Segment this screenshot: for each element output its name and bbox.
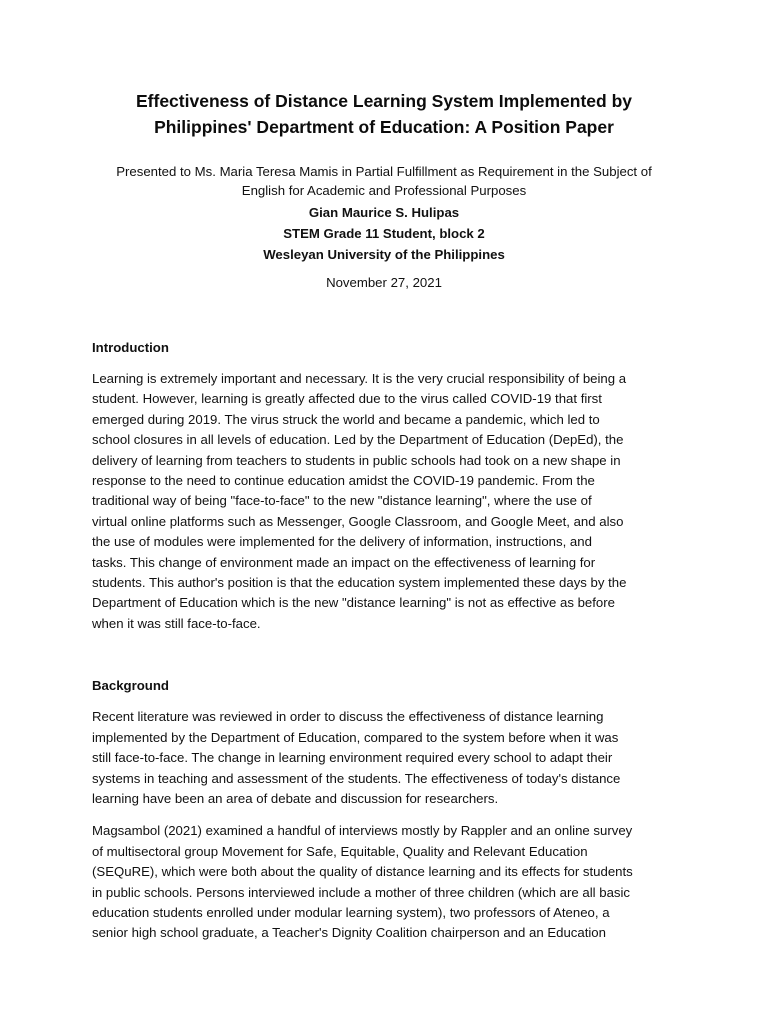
background-paragraph-2 [92, 821, 676, 943]
title-line-1: Effectiveness of Distance Learning System Implemented by [136, 91, 632, 111]
background-line: systems in teaching and assessment of the students. The effectiveness of today's distance [92, 770, 621, 786]
background-line: in public schools. Persons interviewed include a mother of three children (which are all basic [92, 884, 631, 900]
presented-line-2: English for Academic and Professional Purposes [241, 183, 527, 198]
intro-line: when it was still face-to-face. [92, 615, 261, 631]
intro-line: students. This author's position is that the education system implemented these days by the [92, 575, 627, 591]
author-name: Gian Maurice S. Hulipas [308, 205, 460, 220]
author-grade: STEM Grade 11 Student, block 2 [283, 226, 485, 241]
presented-to [84, 162, 684, 200]
author-university: Wesleyan University of the Philippines [263, 247, 505, 262]
background-line: education students enrolled under modular learning system), two professors of Ateneo, a [92, 904, 610, 920]
background-heading: Background [92, 678, 169, 694]
background-line: learning have been an area of debate and discussion for researchers. [92, 790, 499, 806]
intro-line: virtual online platforms such as Messenger, Google Classroom, and Google Meet, and also [92, 513, 624, 529]
intro-line: student. However, learning is greatly affected due to the virus called COVID-19 that first [92, 391, 602, 407]
intro-line: Learning is extremely important and necessary. It is the very crucial responsibility of being a [92, 371, 627, 386]
background-line: Magsambol (2021) examined a handful of interviews mostly by Rappler and an online survey [92, 823, 633, 839]
intro-line: delivery of learning from teachers to students in public schools had took on a new shape in [92, 452, 621, 468]
intro-line: emerged during 2019. The virus struck the world and became a pandemic, which led to [92, 411, 600, 427]
introduction-heading: Introduction [92, 340, 169, 355]
intro-line: response to the need to continue education amidst the COVID-19 pandemic. From the [92, 473, 595, 489]
intro-line: traditional way of being "face-to-face" to the new "distance learning", where the use of [92, 493, 592, 509]
background-line: still face-to-face. The change in learning environment required every school to adapt their [92, 750, 613, 766]
background-line: Recent literature was reviewed in order to discuss the effectiveness of distance learning [92, 709, 604, 725]
intro-line: the use of modules were implemented for the delivery of information, instructions, and [92, 534, 592, 550]
background-line: of multisectoral group Movement for Safe, Equitable, Quality and Relevant Education [92, 843, 588, 859]
background-line: implemented by the Department of Education, compared to the system before when it was [92, 729, 619, 745]
background-line: senior high school graduate, a Teacher's Dignity Coalition chairperson and an Education [92, 925, 606, 941]
intro-line: school closures in all levels of education. Led by the Department of Education (DepEd), the [92, 432, 624, 448]
paper-date: November 27, 2021 [326, 275, 442, 290]
title-line-2: Philippines' Department of Education: A Position Paper [154, 117, 614, 137]
intro-line: tasks. This change of environment made an impact on the effectiveness of learning for [92, 554, 596, 570]
intro-line: Department of Education which is the new "distance learning" is not as effective as before [92, 595, 615, 611]
background-line: (SEQuRE), which were both about the quality of distance learning and its effects for students [92, 864, 633, 880]
introduction-paragraph [92, 369, 676, 634]
background-paragraph-1 [92, 707, 676, 809]
presented-line-1: Presented to Ms. Maria Teresa Mamis in Partial Fulfillment as Requirement in the Subject of [116, 164, 652, 179]
paper-title [92, 88, 676, 140]
